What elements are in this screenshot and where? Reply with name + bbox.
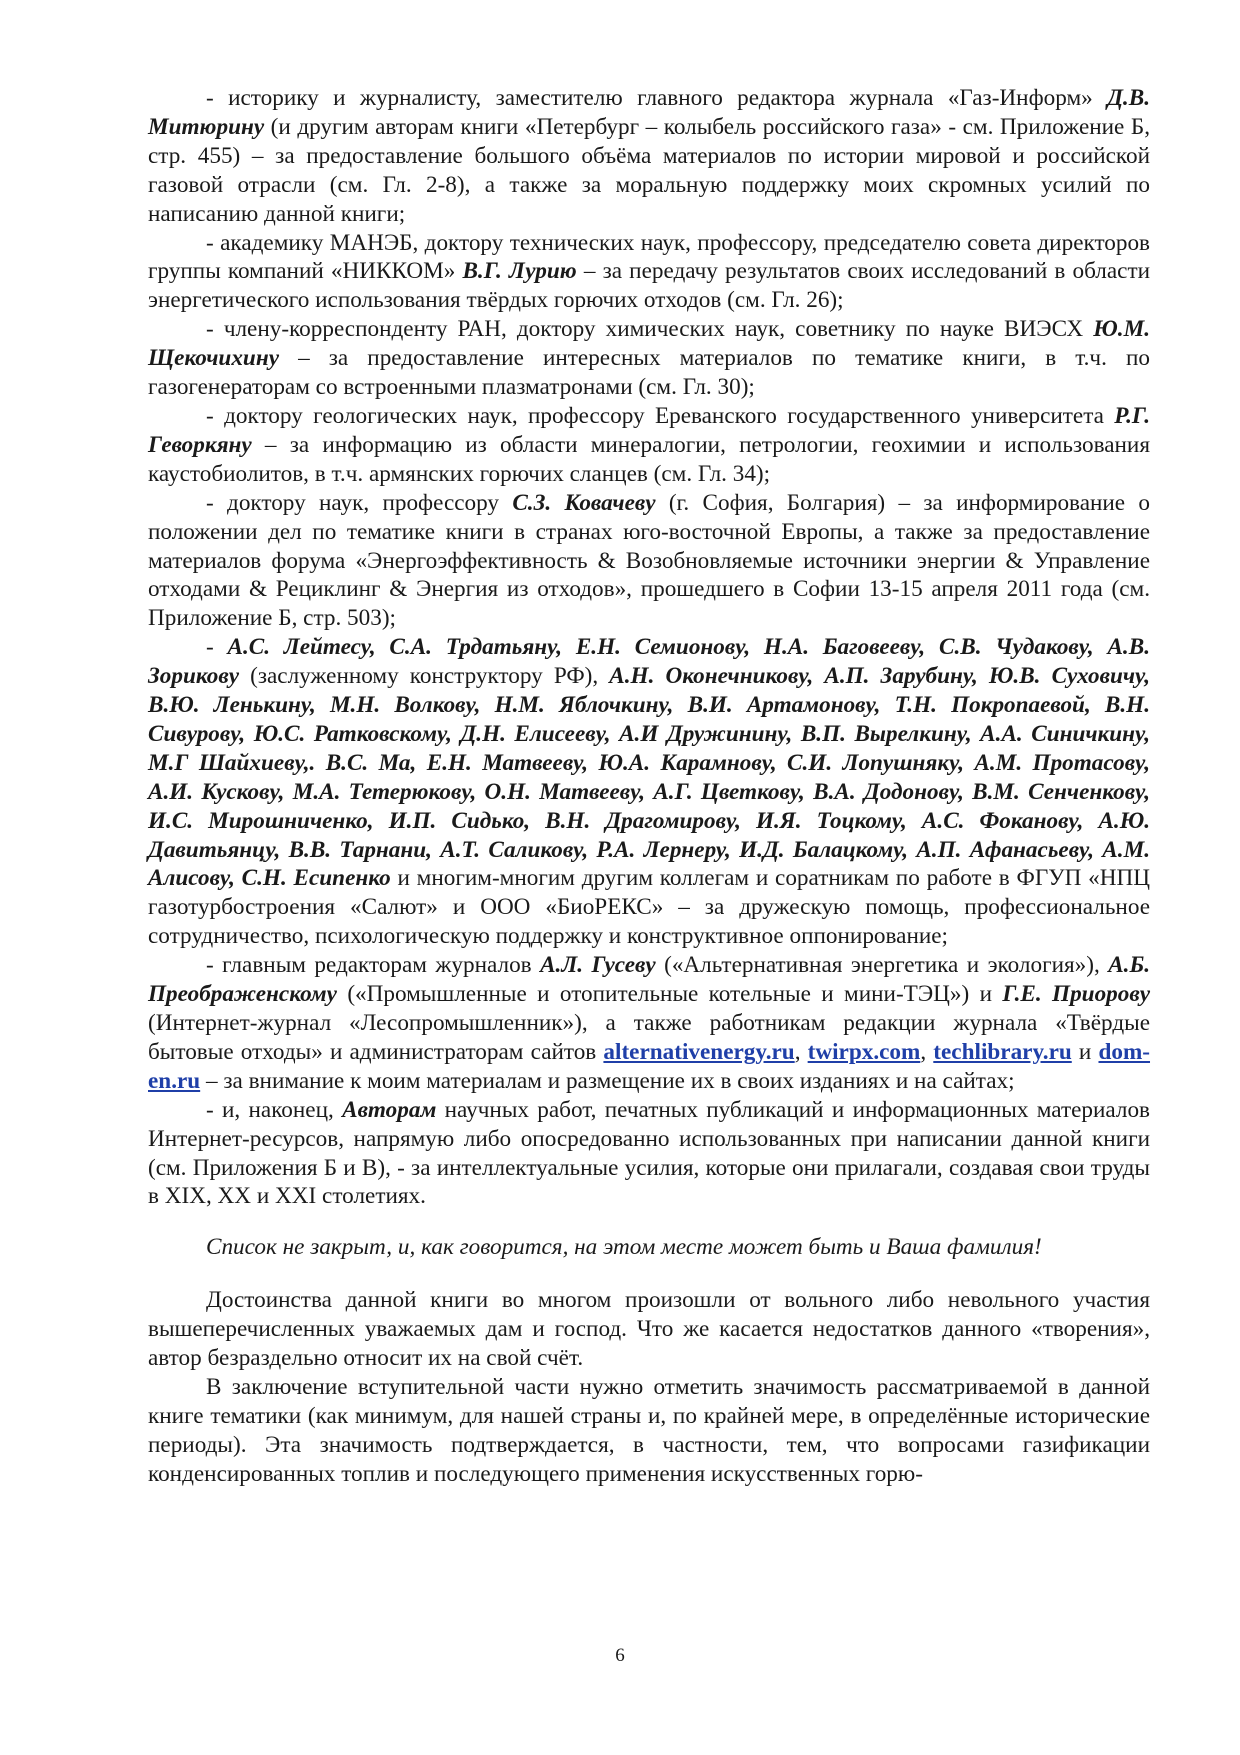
authors-label: Авторам [342,1096,437,1123]
paragraph-text: (и другим авторам книги «Петербург – колыбель российского газа» - см. Приложение Б, стр. 455) – за предоставление большого объёма материалов по истории мировой и российской газовой отрасли (см. Гл. 2-8), а также за моральную поддержку моих скромных усилий по написанию данной книги; [148,113,1150,227]
site-link-dom-en[interactable]: dom-en.ru [148,1038,1151,1094]
paragraph-text: - академику МАНЭБ, доктору технических наук, профессору, председателю совета директоров группы компаний «НИККОМ» [148,229,1150,285]
paragraph-text: («Промышленные и отопительные котельные и мини-ТЭЦ») и [336,981,1003,1008]
acknowledgement-paragraph [148,229,1150,316]
paragraph-text: и [1071,1038,1099,1065]
document-body [148,84,1150,1489]
colleagues-paragraph [148,633,1150,951]
paragraph-text: - главным редакторам журналов [206,952,541,979]
person-name: С.З. Ковачеву [512,489,656,516]
paragraph-text: - члену-корреспонденту РАН, доктору химических наук, советнику по науке ВИЭСХ [206,316,1094,343]
tagline: Список не закрыт, и, как говорится, на этом месте может быть и Ваша фамилия! [206,1234,1042,1261]
person-name: В.Г. Лурию [462,258,577,285]
acknowledgement-paragraph [148,489,1150,634]
paragraph-text: научных работ, печатных публикаций и информационных материалов Интернет-ресурсов, напрямую либо опосредованно использованных при написании данной книги (см. Приложения Б и В), - за интеллектуальные усилия, которые они прилагали, создавая свои труды в XIX, XX и XXI столетиях. [148,1096,1150,1210]
person-name: Р.Г. Геворкяну [148,402,1150,458]
paragraph-text: - историку и журналисту, заместителю главного редактора журнала «Газ-Информ» [206,85,1108,111]
paragraph-text: - доктору геологических наук, профессору Ереванского государственного университета [206,402,1115,429]
paragraph-text: (заслуженному конструктору РФ), [239,663,610,690]
person-names-list: А.Н. Оконечникову, А.П. Зарубину, Ю.В. Суховичу, В.Ю. Ленькину, М.Н. Волкову, Н.М. Яблочкину, В.И. Артамонову, Т.Н. Покропаевой, В.Н. Сивурову, Ю.С. Ратковскому, Д.Н. Елисееву, А.И Дружинину, В.П. Вырелкину, А.А. Синичкину, М.Г Шайхиеву,. В.С. Ма, Е.Н. Матвееву, Ю.А. Карамнову, С.И. Лопушняку, А.М. Протасову, А.И. Кускову, М.А. Тетерюкову, О.Н. Матвееву, А.Г. Цветкову, В.А. Додонову, В.М. Сенченкову, И.С. Мирошниченко, И.П. Сидько, В.Н. Драгомирову, И.Я. Тоцкому, А.С. Фоканову, А.Ю. Давитьянцу, В.В. Тарнани, А.Т. Саликову, Р.А. Лернеру, И.Д. Балацкому, А.П. Афанасьеву, А.М. Алисову, С.Н. Есипенко [148,663,1150,892]
paragraph-text: – за внимание к моим материалам и размещение их в своих изданиях и на сайтах; [200,1067,1015,1094]
person-name: Ю.М. Щекочихину [148,316,1150,372]
closing-paragraph: В заключение вступительной части нужно отметить значимость рассматриваемой в данной книге тематики (как минимум, для нашей страны и, по крайней мере, в определённые исторические периоды). Эта значимость подтверждается, в частности, тем, что вопросами газификации конденсированных топлив и последующего применения искусственных горю- [148,1373,1150,1487]
paragraph-text: - [206,634,228,661]
paragraph-text: и многим-многим другим коллегам и соратникам по работе в ФГУП «НПЦ газотурбостроения «Салют» и ООО «БиоРЕКС» – за дружескую помощь, профессиональное сотрудничество, психологическую поддержку и конструктивное оппонирование; [148,865,1150,950]
acknowledgement-paragraph [148,315,1150,402]
paragraph-text: , [794,1038,808,1065]
paragraph-text: , [920,1038,934,1065]
paragraph-text: – за предоставление интересных материалов по тематике книги, в т.ч. по газогенераторам со встроенными плазматронами (см. Гл. 30); [148,345,1150,401]
paragraph-text: - и, наконец, [206,1096,343,1123]
paragraph-text: - доктору наук, профессору [206,489,513,516]
site-link-techlibrary[interactable]: techlibrary.ru [933,1038,1072,1065]
paragraph-text: (г. София, Болгария) – за информирование о положении дел по тематике книги в странах юго-восточной Европы, а также за предоставление материалов форума «Энергоэффективность & Возобновляемые источники энергии & Управление отходами & Рециклинг & Энергия из отходов», прошедшего в Софии 13-15 апреля 2011 года (см. Приложение Б, стр. 503); [148,489,1150,632]
person-name: Г.Е. Приорову [1002,981,1151,1008]
person-name: А.Б. Преображенскому [148,952,1150,1008]
authors-paragraph [148,1096,1150,1212]
paragraph-text: (Интернет-журнал «Лесопромышленник»), а также работникам редакции журнала «Твёрдые бытовые отходы» и администраторам сайтов [148,1010,1150,1065]
person-name: А.Л. Гусеву [540,952,656,979]
paragraph-text: – за информацию из области минералогии, петрологии, геохимии и использования каустобиолитов, в т.ч. армянских горючих сланцев (см. Гл. 34); [148,431,1150,487]
editors-paragraph [148,951,1150,1096]
paragraph-text: – за передачу результатов своих исследований в области энергетического использования твёрдых горючих отходов (см. Гл. 26); [148,258,1150,314]
paragraph-text: («Альтернативная энергетика и экология»), [655,952,1109,979]
person-name: Д.В. Митюрину [148,85,1150,140]
site-link-alternativenergy[interactable]: alternativenergy.ru [603,1038,795,1065]
person-names-list: А.С. Лейтесу, С.А. Трдатьяну, Е.Н. Семионову, Н.А. Баговееву, С.В. Чудакову, А.В. Зорикову [148,634,1150,690]
acknowledgement-paragraph [148,84,1150,229]
acknowledgement-paragraph [148,402,1150,489]
site-link-twirpx[interactable]: twirpx.com [807,1038,921,1065]
closing-paragraph: Достоинства данной книги во многом произошли от вольного либо невольного участия вышеперечисленных уважаемых дам и господ. Что же касается недостатков данного «творения», автор безраздельно относит их на свой счёт. [148,1287,1150,1372]
page-number: 6 [615,1645,625,1666]
